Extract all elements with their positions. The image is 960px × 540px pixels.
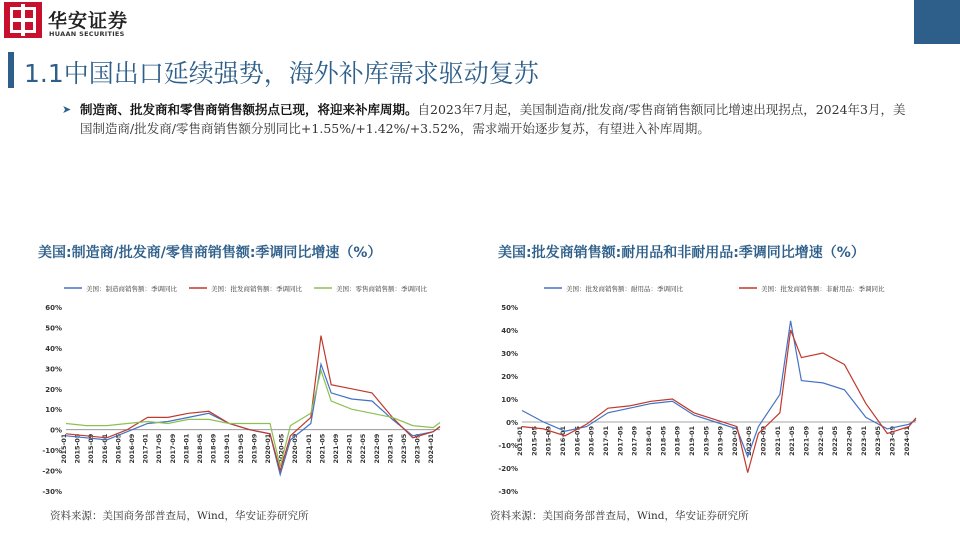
left-source-note: 资料来源：美国商务部普查局，Wind，华安证券研究所 xyxy=(50,510,309,522)
x-tick-label: 2023-09 xyxy=(888,426,897,456)
corner-decoration xyxy=(914,0,960,44)
x-tick-label: 2019-05 xyxy=(702,426,711,456)
y-tick-label: -10% xyxy=(498,442,518,450)
x-tick-label: 2016-01 xyxy=(100,433,109,464)
x-tick-label: 2023-01 xyxy=(859,426,868,456)
y-tick-label: -30% xyxy=(498,488,518,496)
x-tick-label: 2017-01 xyxy=(141,433,150,464)
x-tick-label: 2018-09 xyxy=(209,433,218,464)
x-tick-label: 2018-01 xyxy=(644,426,653,456)
x-tick-label: 2021-09 xyxy=(802,426,811,456)
x-tick-label: 2015-09 xyxy=(544,426,553,456)
x-tick-label: 2018-09 xyxy=(673,426,682,456)
y-tick-label: -30% xyxy=(42,488,62,496)
x-tick-label: 2022-05 xyxy=(831,426,840,456)
summary-paragraph xyxy=(80,100,910,138)
x-tick-label: 2022-01 xyxy=(345,433,354,464)
x-tick-label: 2015-05 xyxy=(530,426,539,456)
left-chart-title: 美国:制造商/批发商/零售商销售额:季调同比增速（%） xyxy=(38,245,382,261)
x-tick-label: 2016-05 xyxy=(573,426,582,456)
x-tick-label: 2020-01 xyxy=(730,426,739,456)
y-tick-label: 20% xyxy=(45,385,62,394)
x-tick-label: 2023-05 xyxy=(874,426,883,456)
x-tick-label: 2021-01 xyxy=(304,433,313,464)
x-tick-label: 2024-01 xyxy=(902,426,911,456)
left-line-chart xyxy=(28,280,448,500)
x-tick-label: 2018-05 xyxy=(196,433,204,464)
x-tick-label: 2015-09 xyxy=(87,433,96,464)
x-tick-label: 2019-05 xyxy=(236,433,245,464)
right-chart-title: 美国:批发商销售额:耐用品和非耐用品:季调同比增速（%） xyxy=(498,245,865,261)
y-tick-label: 0% xyxy=(506,419,518,427)
x-tick-label: 2016-09 xyxy=(128,433,136,464)
x-tick-label: 2015-01 xyxy=(60,433,68,464)
y-tick-label: 20% xyxy=(501,373,518,381)
x-tick-label: 2022-05 xyxy=(359,433,368,464)
x-tick-label: 2015-01 xyxy=(516,426,524,456)
x-tick-label: 2019-09 xyxy=(250,433,259,464)
x-tick-label: 2015-05 xyxy=(73,433,82,464)
title-accent-bar xyxy=(8,52,14,88)
x-tick-label: 2022-01 xyxy=(816,426,825,456)
y-tick-label: 30% xyxy=(45,365,62,374)
x-tick-label: 2017-01 xyxy=(601,426,610,456)
y-tick-label: -20% xyxy=(42,467,62,476)
y-tick-label: -10% xyxy=(42,447,62,456)
y-tick-label: 40% xyxy=(45,344,62,353)
y-tick-label: 30% xyxy=(501,350,518,358)
company-logo-icon xyxy=(4,2,42,38)
x-tick-label: 2018-01 xyxy=(182,433,191,464)
x-tick-label: 2019-01 xyxy=(687,426,696,456)
y-tick-label: 0% xyxy=(50,426,62,435)
y-tick-label: 40% xyxy=(501,327,518,335)
logo-name-en: HUAAN SECURITIES xyxy=(49,30,125,38)
x-tick-label: 2020-01 xyxy=(264,433,272,464)
legend-label: 美国：制造商销售额：季调同比 xyxy=(86,285,177,293)
x-tick-label: 2016-09 xyxy=(587,426,596,456)
x-tick-label: 2020-09 xyxy=(291,433,300,464)
x-tick-label: 2020-05 xyxy=(745,426,754,456)
x-tick-label: 2017-09 xyxy=(168,433,177,464)
x-tick-label: 2017-09 xyxy=(630,426,639,456)
x-tick-label: 2021-09 xyxy=(332,433,340,464)
x-tick-label: 2024-01 xyxy=(427,433,436,464)
y-tick-label: 50% xyxy=(45,324,62,333)
legend-label: 美国：批发商销售额：季调同比 xyxy=(211,285,302,293)
summary-bold: 制造商、批发商和零售商销售额拐点已现，将迎来补库周期。 xyxy=(80,102,418,117)
x-tick-label: 2023-05 xyxy=(400,433,408,464)
x-tick-label: 2017-05 xyxy=(616,426,625,456)
x-tick-label: 2021-05 xyxy=(318,433,327,464)
legend-label: 美国：零售商销售额：季调同比 xyxy=(336,285,427,293)
x-tick-label: 2022-09 xyxy=(845,426,854,456)
legend-label: 美国：批发商销售额：非耐用品：季调同比 xyxy=(761,285,885,293)
x-tick-label: 2020-05 xyxy=(277,433,286,464)
x-tick-label: 2023-09 xyxy=(413,433,422,464)
summary-text: 自2023年7月起，美国制造商/批发商/零售商销售额同比增速出现拐点，2024年3月，美国制造商/批发商/零售商销售额分别同比+1.55%/+1.42%/+3.52%，需求端开始逐步复苏，有望进入补库周期。 xyxy=(80,102,906,136)
x-tick-label: 2017-05 xyxy=(155,433,164,464)
y-tick-label: 10% xyxy=(45,406,62,415)
page-title: 1.1中国出口延续强势，海外补库需求驱动复苏 xyxy=(24,59,539,88)
logo-name-cn: 华安证券 xyxy=(48,10,129,32)
y-tick-label: -20% xyxy=(498,465,518,473)
x-tick-label: 2020-09 xyxy=(759,426,768,456)
right-line-chart xyxy=(488,280,928,500)
x-tick-label: 2019-01 xyxy=(223,433,232,464)
x-tick-label: 2021-05 xyxy=(788,426,797,456)
bullet-arrow-icon: ➤ xyxy=(62,103,72,116)
x-tick-label: 2016-01 xyxy=(558,426,567,456)
x-tick-label: 2016-05 xyxy=(114,433,123,464)
right-source-note: 资料来源：美国商务部普查局，Wind，华安证券研究所 xyxy=(490,510,749,522)
x-tick-label: 2023-01 xyxy=(386,433,395,464)
x-tick-label: 2021-01 xyxy=(773,426,782,456)
x-tick-label: 2019-09 xyxy=(716,426,725,456)
legend-label: 美国：批发商销售额：耐用品：季调同比 xyxy=(566,285,683,293)
y-tick-label: 10% xyxy=(501,396,518,404)
x-tick-label: 2018-05 xyxy=(659,426,668,456)
y-tick-label: 50% xyxy=(501,304,518,312)
y-tick-label: 60% xyxy=(45,304,62,312)
x-tick-label: 2022-09 xyxy=(372,433,381,464)
